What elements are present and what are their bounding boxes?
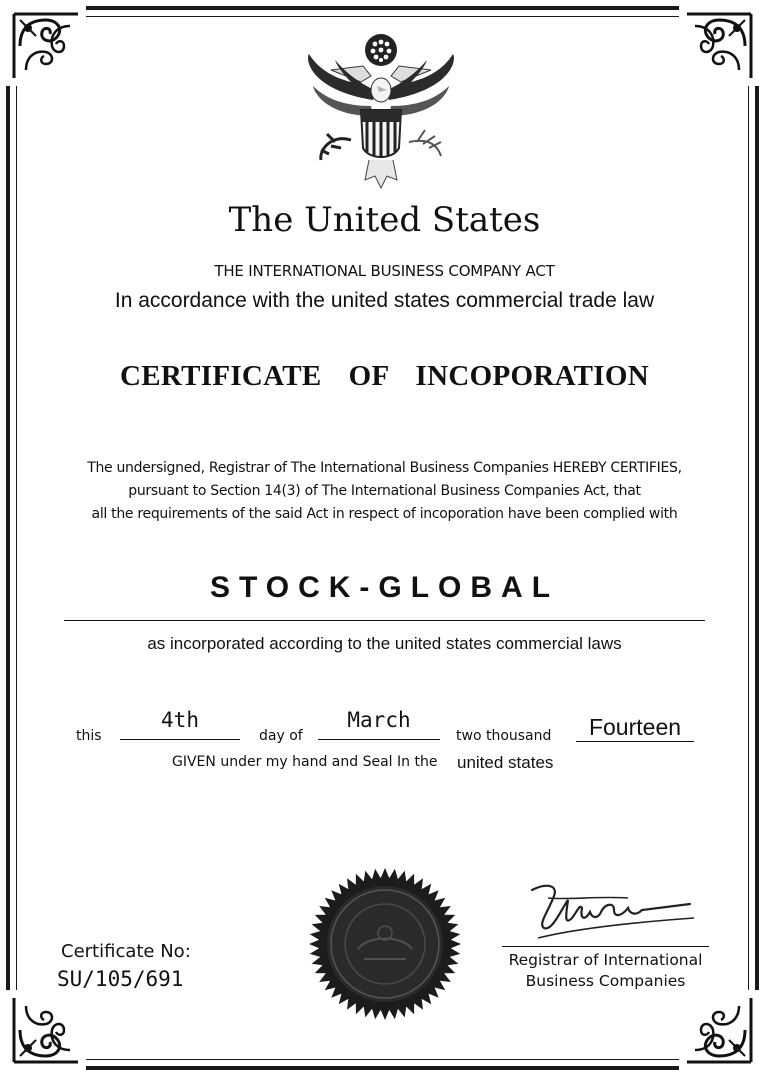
given-place: united states [457,753,554,772]
month-underline [318,739,440,740]
certificate-number-label: Certificate No: [61,941,191,962]
eagle-seal-icon [291,30,471,198]
body-line: all the requirements of the said Act in respect of incoporation have been complied with [91,506,678,522]
corner-ornament-icon [6,6,86,86]
country-heading: The United States [228,200,541,240]
corner-ornament-icon [6,990,86,1070]
day-underline [120,739,240,740]
incorporated-text: as incorporated according to the united states commercial laws [147,634,622,653]
year-value: Fourteen [588,714,682,740]
this-label: this [76,728,102,744]
registrar-title: Business Companies [525,972,686,990]
embossed-seal-icon [308,867,462,1021]
body-line: pursuant to Section 14(3) of The International Business Companies Act, that [128,483,641,499]
body-line: The undersigned, Registrar of The International Business Companies HEREBY CERTIFIES, [87,460,682,476]
day-of-label: day of [259,728,303,744]
registrar-title: Registrar of International [508,951,703,969]
company-underline [64,620,705,621]
year-underline [576,741,694,742]
corner-ornament-icon [679,6,759,86]
two-thousand-label: two thousand [456,728,552,744]
signature-icon [518,878,698,948]
certificate-title: CERTIFICATE OF INCOPORATION [119,360,649,392]
day-value: 4th [161,708,199,732]
signature-line [502,946,709,947]
act-title: THE INTERNATIONAL BUSINESS COMPANY ACT [214,262,555,280]
given-text: GIVEN under my hand and Seal In the [172,754,438,770]
corner-ornament-icon [679,990,759,1070]
company-name: STOCK-GLOBAL [209,571,560,604]
month-value: March [347,708,411,732]
law-statement: In accordance with the united states commercial trade law [114,289,655,312]
certificate-number: SU/105/691 [57,967,184,991]
